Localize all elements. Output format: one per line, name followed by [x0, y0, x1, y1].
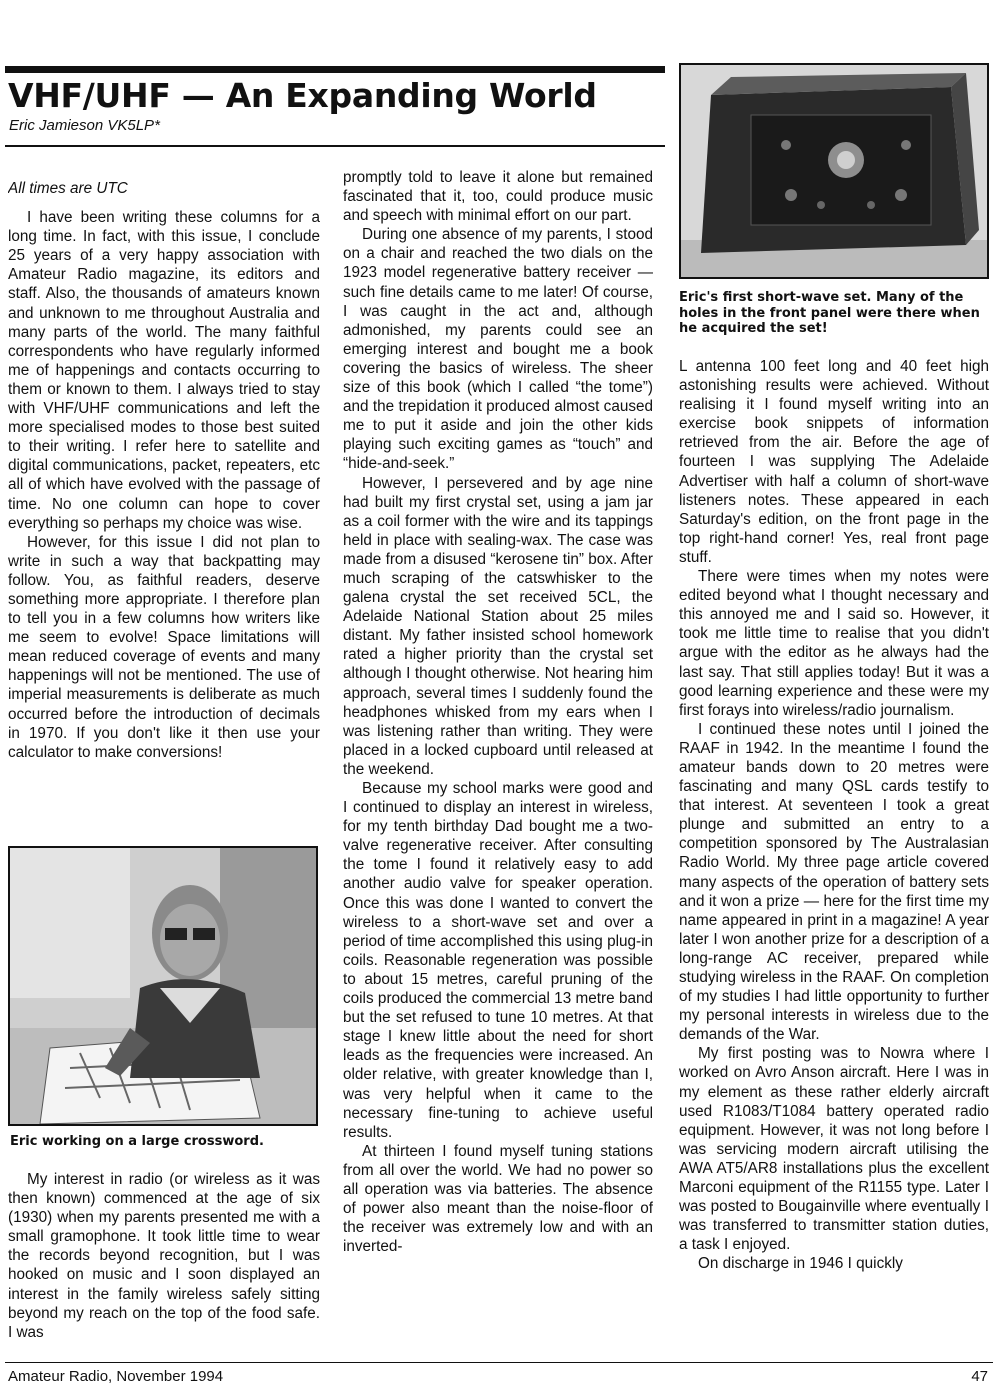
column-2: [343, 168, 653, 1358]
shortwave-set-caption: Eric's first short-wave set. Many of the holes in the front panel were there when he acquired the set!: [679, 290, 980, 336]
footer-publication: Amateur Radio, November 1994: [8, 1368, 224, 1385]
paragraph: On discharge in 1946 I quickly: [698, 1255, 903, 1273]
paragraph: However, I persevered and by age nine had built my first crystal set, using a jam jar as a coil former with the wire and its tappings held in place with sealing-wax. The case was made from a disused “kerosene tin” box. After much scraping of the catswhisker to the galena crystal the set received 5CL, the Adelaide National Station about 25 miles distant. My father insisted school homework rated a higher priority than the crystal set although I thought otherwise. Not hearing him approach, several times I suddenly found the headphones whisked from my ears when I was listening rather than writing. They were placed in a locked cupboard until released at the weekend.: [343, 474, 653, 778]
crossword-caption: Eric working on a large crossword.: [10, 1134, 264, 1149]
crossword-photo: [8, 846, 318, 1126]
paragraph: L antenna 100 feet long and 40 feet high astonishing results were achieved. Without realising it I found myself writing into an exercise book snippets of information retrieved from the air. Before the age of fourteen I was supplying The Adelaide Advertiser with half a column of short-wave listeners notes. These appeared in each Saturday's edition, on the front page in the top right-hand corner! Yes, real front page stuff.: [679, 358, 989, 566]
paragraph: Because my school marks were good and I continued to display an interest in wireless, for my tenth birthday Dad bought me a two-valve regenerative receiver. After consulting the tome I found it relatively easy to add another audio valve for speaker operation. Once this was done I wanted to convert the wireless to a short-wave set and over a period of time accomplished this using plug-in coils. Reasonable regeneration was possible to about 15 metres, careful pruning of the coils produced the commercial 13 metre band but the set refused to tune 10 metres. At that stage I knew little about the need for short leads as the frequencies were increased. An older relative, with greater knowledge than I, was very helpful when it came to the necessary fine-tuning to achieve useful results.: [343, 780, 653, 1141]
paragraph: At thirteen I found myself tuning stations from all over the world. We had no power so all operation was via batteries. The absence of power also meant than the noise-floor of the receiver was extremely low and with an inverted-: [343, 1142, 653, 1256]
column-3: [679, 357, 989, 1357]
paragraph: There were times when my notes were edited beyond what I thought necessary and this annoyed me and I said so. However, it took me little time to realise that you didn't argue with the editor as he always had the last say. That still applies today! But it was a good learning experience and these were my first forays into wireless/radio journalism.: [679, 568, 989, 719]
article-byline: Eric Jamieson VK5LP*: [9, 117, 160, 134]
footer-page-number: 47: [971, 1368, 988, 1385]
timezone-note: All times are UTC: [8, 180, 128, 197]
byline-rule: [5, 145, 665, 147]
shortwave-set-photo: [679, 63, 989, 279]
paragraph: My interest in radio (or wireless as it was then known) commenced at the age of six (1930) when my parents presented me with a small gramophone. It took little time to wear the records beyond recognition, but I was hooked on music and I soon displayed an interest in the family wireless safely sitting beyond my reach on the top of the food safe. I was: [8, 1171, 320, 1341]
paragraph: promptly told to leave it alone but remained fascinated that it, too, could produce music and speech with minimal effort on our part.: [343, 169, 653, 225]
title-rule: [5, 66, 665, 73]
column-1-bottom: [8, 1170, 320, 1370]
shortwave-set-image: [681, 65, 987, 277]
paragraph: However, for this issue I did not plan to write in such a way that backpatting may follow. You, as faithful readers, deserve something more appropriate. I therefore plan to tell you in a few columns how writers like me seem to evolve! Space limitations will mean reduced coverage of events and many happenings will not be mentioned. The use of imperial measurements is deliberate as much occurred before the introduction of decimals in 1970. If you don't like it then use your calculator to make conversions!: [8, 533, 320, 761]
column-1-top: [8, 179, 320, 839]
footer-rule: [5, 1362, 993, 1363]
crossword-photo-image: [10, 848, 316, 1124]
paragraph: My first posting was to Nowra where I worked on Avro Anson aircraft. Here I was in my element as these rather elderly aircraft used R1083/T1084 battery operated radio equipment. However, it was not long before I was servicing modern aircraft utilising the AWA AT5/AR8 installations plus the excellent Marconi equipment of the R1155 type. Later I was posted to Bougainville where eventually I was transferred to transmitter station duties, a task I enjoyed.: [679, 1045, 989, 1254]
paragraph: During one absence of my parents, I stood on a chair and reached the two dials on the 1923 model regenerative battery receiver — such fine details came to me later! Of course, I was caught in the act and, although admonished, my parents could see an emerging interest and bought me a book covering the basics of wireless. The sheer size of this book (which I called “the tome”) and the trepidation it produced almost caused me to put it aside and join the other kids playing such exciting games as “touch” and “hide-and-seek.”: [343, 226, 653, 473]
paragraph: I have been writing these columns for a long time. In fact, with this issue, I conclude 25 years of a very happy association with Amateur Radio magazine, its editors and staff. Also, the thousands of amateurs known and unknown to me throughout Australia and many parts of the world. The many faithful correspondents who have regularly informed me of happenings and contacts occurring to them or known to them. I always tried to stay with VHF/UHF communications and left the more specialised modes to those best suited to their writing. I refer here to satellite and digital communications, packet, repeaters, etc all of which have evolved with the passage of time. No one column can hope to cover everything so perhaps my choice was wise.: [8, 209, 320, 532]
paragraph: I continued these notes until I joined the RAAF in 1942. In the meantime I found the amateur bands down to 20 metres were fascinating and many QSL cards testify to that interest. At seventeen I took a great plunge and submitted an entry to a competition sponsored by The Australasian Radio World. My three page article covered many aspects of the operation of battery sets and it won a prize — here for the first time my name appeared in print in a magazine! A year later I won another prize for a description of a long-range AC receiver, prepared while studying wireless in the RAAF. On completion of my studies I had little opportunity to further my personal interests in wireless due to the demands of the War.: [679, 720, 989, 1044]
article-title: VHF/UHF — An Expanding World: [8, 76, 597, 115]
